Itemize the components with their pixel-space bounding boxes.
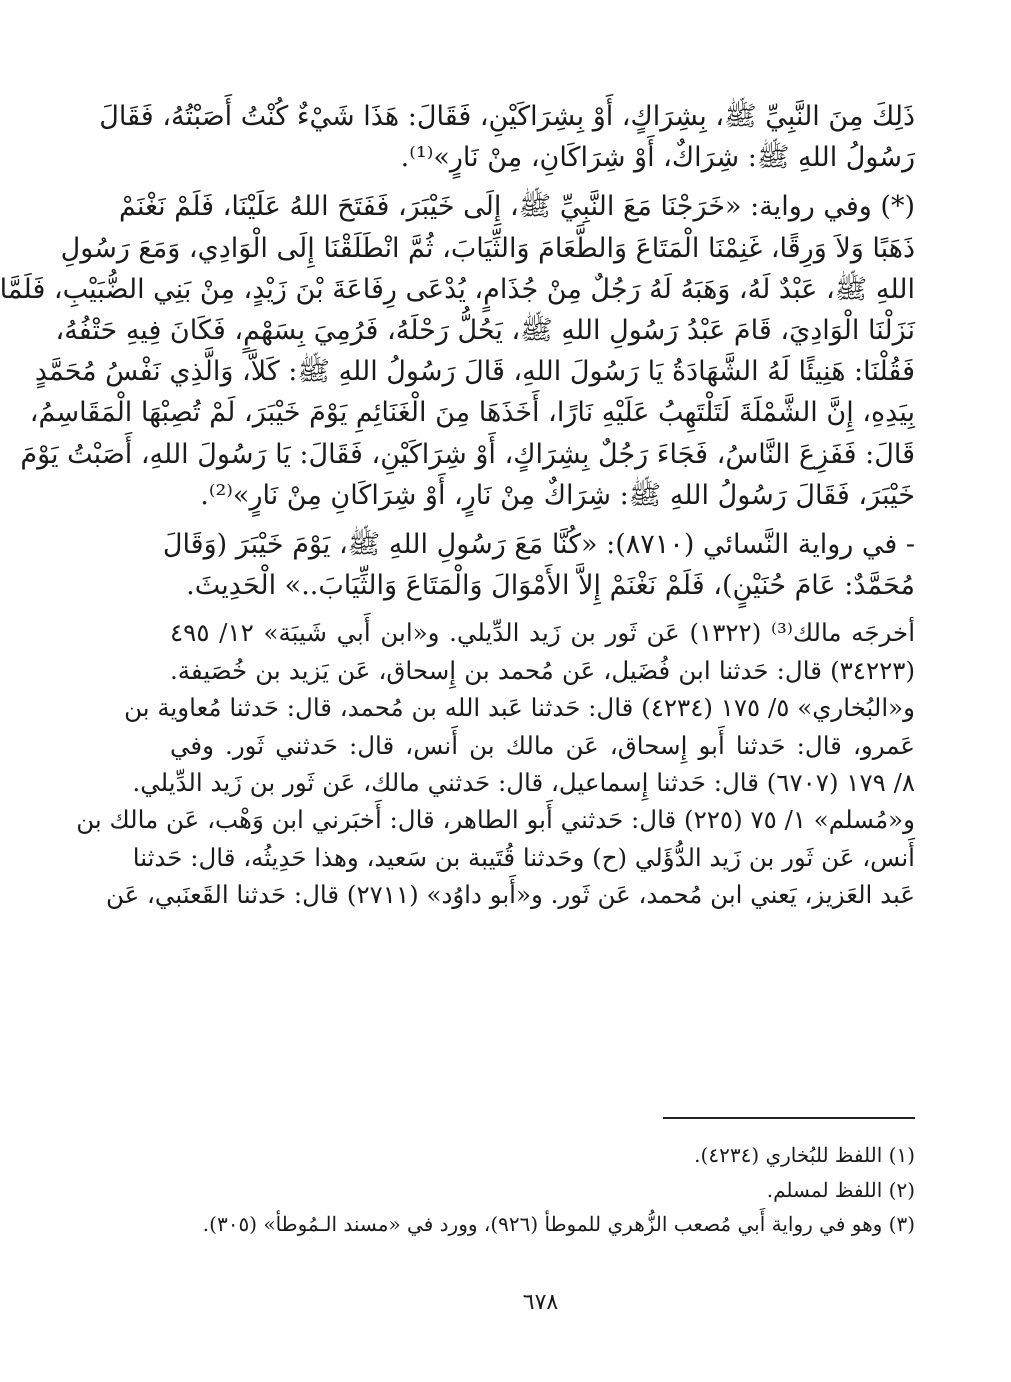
footnote-separator <box>663 1117 915 1119</box>
text-line: بِيَدِهِ، إِنَّ الشَّمْلَةَ لَتَلْتَهِبُ عَلَيْهِ نَارًا، أَخَذَهَا مِنَ الْغَنَائِمِ يَوْمَ خَيْبَرَ، لَمْ تُصِبْهَا الْمَقَاسِمُ، <box>29 397 915 429</box>
footnotes <box>166 1138 915 1242</box>
text-line: نَزَلْنَا الْوَادِيَ، قَامَ عَبْدُ رَسُولِ اللهِ ﷺ، يَحُلُّ رَحْلَهُ، فَرُمِيَ بِسَهْمٍ، فَكَانَ فِيهِ حَتْفُهُ، <box>55 315 915 347</box>
text-line: ذَهَبًا وَلاَ وَرِقًا، غَنِمْنَا الْمَتَاعَ وَالطَّعَامَ وَالثِّيَابَ، ثُمَّ انْطَلَقْنَا إِلَى الْوَادِي، وَمَعَ رَسُولِ <box>60 232 915 264</box>
text-line: ٨/ ١٧٩ (٦٧٠٧) قال: حَدثنا إِسماعيل، قال: حَدثني مالك، عَن ثَور بن زَيد الدِّيلي. <box>132 768 915 798</box>
text-line: و«البُخاري» ٥/ ١٧٥ (٤٢٣٤) قال: حَدثنا عَبد الله بن مُحمد، قال: حَدثنا مُعاوية بن <box>124 693 915 723</box>
text-line: عَمرو، قال: حَدثنا أَبو إِسحاق، عَن مالك بن أَنس، قال: حَدثني ثَور. وفي <box>170 730 915 760</box>
text-line: - في رواية النَّسائي (٨٧١٠): «كُنَّا مَعَ رَسُولِ اللهِ ﷺ، يَوْمَ خَيْبَرَ (وَقَالَ <box>162 529 915 561</box>
text-line: عَبد العَزيز، يَعني ابن مُحمد، عَن ثَور. و«أَبو داوُد» (٢٧١١) قال: حَدثنا القَعنَبي، عَن <box>105 880 915 910</box>
text-line: ذَلِكَ مِنَ النَّبِيِّ ﷺ، بِشِرَاكٍ، أَوْ بِشِرَاكَيْنِ، فَقَالَ: هَذَا شَيْءٌ كُنْتُ أَصَبْتُهُ، فَقَالَ <box>99 101 915 132</box>
page-number: ٦٧٨ <box>522 1290 559 1315</box>
page-body <box>0 96 915 922</box>
text-line: أخرجَه مالك⁽³⁾ (١٣٢٢) عَن ثَور بن زَيد الدِّيلي. و«ابن أَبي شَيبَة» ١٢/ ٤٩٥ <box>170 618 915 648</box>
text-line: رَسُولُ اللهِ ﷺ: شِرَاكٌ، أَوْ شِرَاكَانِ، مِنْ نَارٍ»⁽¹⁾. <box>400 142 915 174</box>
footnote-2: (٢) اللفظ لمسلم. <box>766 1177 915 1202</box>
text-line: خَيْبَرَ، فَقَالَ رَسُولُ اللهِ ﷺ: شِرَاكٌ مِنْ نَارٍ، أَوْ شِرَاكَانِ مِنْ نَارٍ»⁽²⁾. <box>200 479 915 511</box>
text-line: و«مُسلم» ١/ ٧٥ (٢٢٥) قال: حَدثني أَبو الطاهر، قال: أَخبَرني ابن وَهْب، عَن مالك بن <box>76 805 915 835</box>
text-line: (*) وفي رواية: «خَرَجْنَا مَعَ النَّبِيِّ ﷺ، إِلَى خَيْبَرَ، فَفَتَحَ اللهُ عَلَيْنَا، فَلَمْ نَغْنَمْ <box>119 191 915 223</box>
text-line: اللهِ ﷺ، عَبْدٌ لَهُ، وَهَبَهُ لَهُ رَجُلٌ مِنْ جُذَامٍ، يُدْعَى رِفَاعَةَ بْنَ زَيْدٍ، مِنْ بَنِي الضُّبَيْبِ، فَلَمَّا <box>0 273 915 305</box>
text-line: قَالَ: فَفَزِعَ النَّاسُ، فَجَاءَ رَجُلٌ بِشِرَاكٍ، أَوْ شِرَاكَيْنِ، فَقَالَ: يَا رَسُولَ اللهِ، أَصَبْتُ يَوْمَ <box>20 438 915 470</box>
paragraph-nasai-narration <box>162 524 915 606</box>
footnote-3: (٣) وهو في رواية أَبي مُصعب الزُّهري للموطأ (٩٢٦)، وورد في «مسند الـمُوطأ» (٣٠٥). <box>202 1212 915 1236</box>
text-line: أَنس، عَن ثَور بن زَيد الدُّؤَلي (ح) وحَدثنا قُتَيبة بن سَعيد، وهذا حَدِيثُه، قال: حَدثنا <box>132 842 915 872</box>
footnote-1: (١) اللفظ للبُخاري (٤٢٣٤). <box>694 1143 915 1167</box>
paragraph-hadith-ending <box>99 96 915 178</box>
text-line: مُحَمَّدٌ: عَامَ حُنَيْنٍ)، فَلَمْ نَغْنَمْ إِلاَّ الأَمْوَالَ وَالْمَتَاعَ وَالثِّيَابَ..» الْحَدِيثَ. <box>186 570 915 602</box>
text-line: فَقُلْنَا: هَنِيئًا لَهُ الشَّهَادَةُ يَا رَسُولَ اللهِ، قَالَ رَسُولُ اللهِ ﷺ: كَلاَّ، وَالَّذِي نَفْسُ مُحَمَّدٍ <box>34 356 915 388</box>
text-line: (٣٤٢٢٣) قال: حَدثنا ابن فُضَيل، عَن مُحمد بن إِسحاق، عَن يَزيد بن خُصَيفة. <box>170 655 915 685</box>
paragraph-sources <box>76 614 915 913</box>
paragraph-khaybar-narration <box>0 186 915 516</box>
